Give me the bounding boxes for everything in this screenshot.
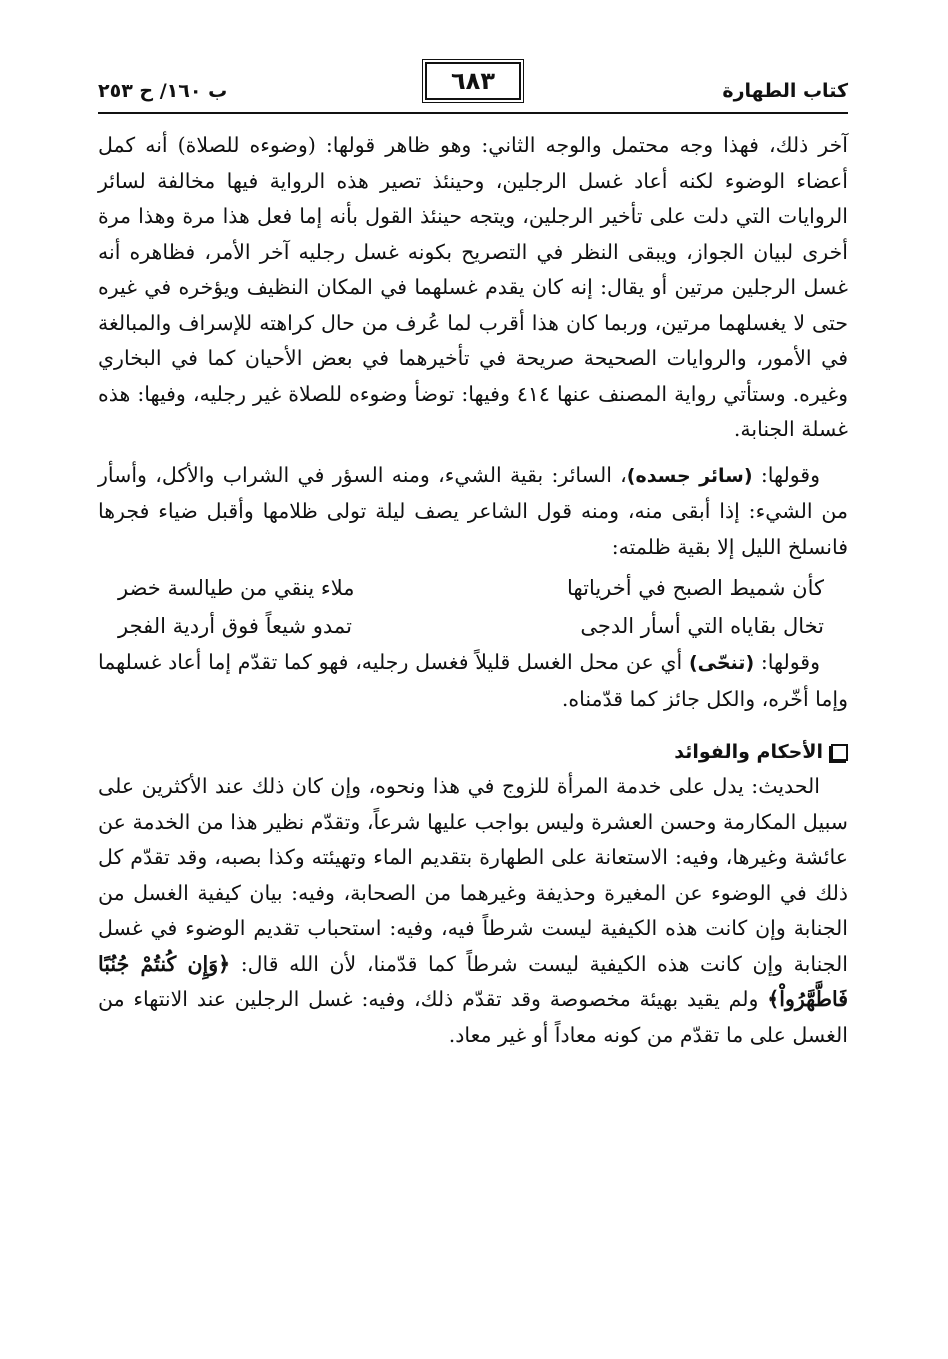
term-tanahha: (تنحّى) xyxy=(688,652,755,674)
term-saair-jasadih: (سائر جسده) xyxy=(626,464,753,487)
book-page xyxy=(98,60,848,1053)
poem-line-1 xyxy=(98,569,848,607)
poem-line-1-first-hemistich: كأن شميط الصبح في أخرياتها xyxy=(567,576,824,600)
paragraph-2-intro: وقولها: xyxy=(752,462,820,487)
paragraph-commentary-3 xyxy=(98,645,848,717)
paragraph-4-text-before-quran: الحديث: يدل على خدمة المرأة للزوج في هذا ونحوه، وإن كان ذلك عند الأكثرين على سبيل المكارمة وحسن العشرة وليس بواجب عليها شرعاً، وتقدّم نظير هذا من الخدمة عن عائشة وغيرها، وفيه: الاستعانة على الطهارة بتقديم الماء وتهيئته وكذا بصبه، وقد تقدّم كل ذلك في الوضوء عن المغيرة وحذيفة وغيرهما من الصحابة، وفيه: بيان كيفية الغسل من الجنابة وإن كانت هذه الكيفية ليست شرطاً فيه، وفيه: استحباب تقديم الوضوء في غسل الجنابة وإن كانت هذه الكيفية ليست شرطاً كما قدّمنا، لأن الله قال: xyxy=(98,774,848,976)
paragraph-3-text: أي عن محل الغسل قليلاً فغسل رجليه، فهو كما تقدّم إما أعاد غسلهما وإما أخّره، والكل جائز كما قدّمناه. xyxy=(98,650,848,711)
paragraph-rulings xyxy=(98,769,848,1053)
square-bullet-icon xyxy=(831,744,848,761)
paragraph-2-text: ، السائر: بقية الشيء، ومنه السؤر في الشراب والأكل، وأسأر من الشيء: إذا أبقى منه، ومنه قول الشاعر يصف ليلة تولى ظلامها وأقبل ضياء فجرها فانسلخ الليل إلا بقية ظلمته: xyxy=(98,462,848,559)
poem-line-1-second-hemistich: ملاء ينقي من طيالسة خضر xyxy=(118,576,355,600)
poem-line-2-second-hemistich: تمدو شيعاً فوق أردية الفجر xyxy=(118,614,352,638)
section-heading-rulings xyxy=(98,735,848,769)
section-heading-text: الأحكام والفوائد xyxy=(674,741,823,763)
quran-verse: ﴿وَإِن كُنتُمْ جُنُبًا فَاطَّهَّرُواْ﴾ xyxy=(98,951,848,1011)
book-title: كتاب الطهارة xyxy=(722,80,848,102)
page-header xyxy=(98,60,848,114)
paragraph-3-intro: وقولها: xyxy=(754,650,821,674)
paragraph-commentary-1: آخر ذلك، فهذا وجه محتمل والوجه الثاني: وهو ظاهر قولها: (وضوءه للصلاة) أنه كمل أعضاء الوضوء لكنه أعاد غسل الرجلين، وحينئذ تصير هذه الرواية فيها مخالفة لسائر الروايات التي دلت على تأخير الرجلين، ويتجه حينئذ القول بأنه إما فعل هذا مرة وهذا مرة أخرى لبيان الجواز، ويبقى النظر في التصريح بكونه غسل رجليه آخر الأمر، فظاهره أنه غسل الرجلين مرتين أو يقال: إنه كان يقدم غسلهما في المكان النظيف ويؤخره في غيره حتى لا يغسلهما مرتين، وربما كان هذا أقرب لما عُرف من حال كراهته للإسراف والمبالغة في الأمور، والروايات الصحيحة صريحة في تأخيرهما في بعض الأحيان كما في البخاري وغيره. وستأتي رواية المصنف عنها ٤١٤ وفيها: توضأ وضوءه للصلاة غير رجليه، وفيها: هذه غسلة الجنابة. xyxy=(98,133,849,441)
page-body xyxy=(98,128,848,1053)
hadith-reference: ب ١٦٠/ ح ٢٥٣ xyxy=(98,80,228,102)
page-number: ٦٨٣ xyxy=(425,62,521,100)
paragraph-commentary-2 xyxy=(98,458,848,566)
poem-line-2-first-hemistich: تخال بقاياه التي أسأر الدجى xyxy=(580,614,824,638)
poem-line-2 xyxy=(98,607,848,645)
paragraph-4-text-after-quran: ولم يقيد بهيئة مخصوصة وقد تقدّم ذلك، وفيه: غسل الرجلين عند الانتهاء من الغسل على ما تقدّم من كونه معاداً أو غير معاد. xyxy=(98,987,848,1047)
